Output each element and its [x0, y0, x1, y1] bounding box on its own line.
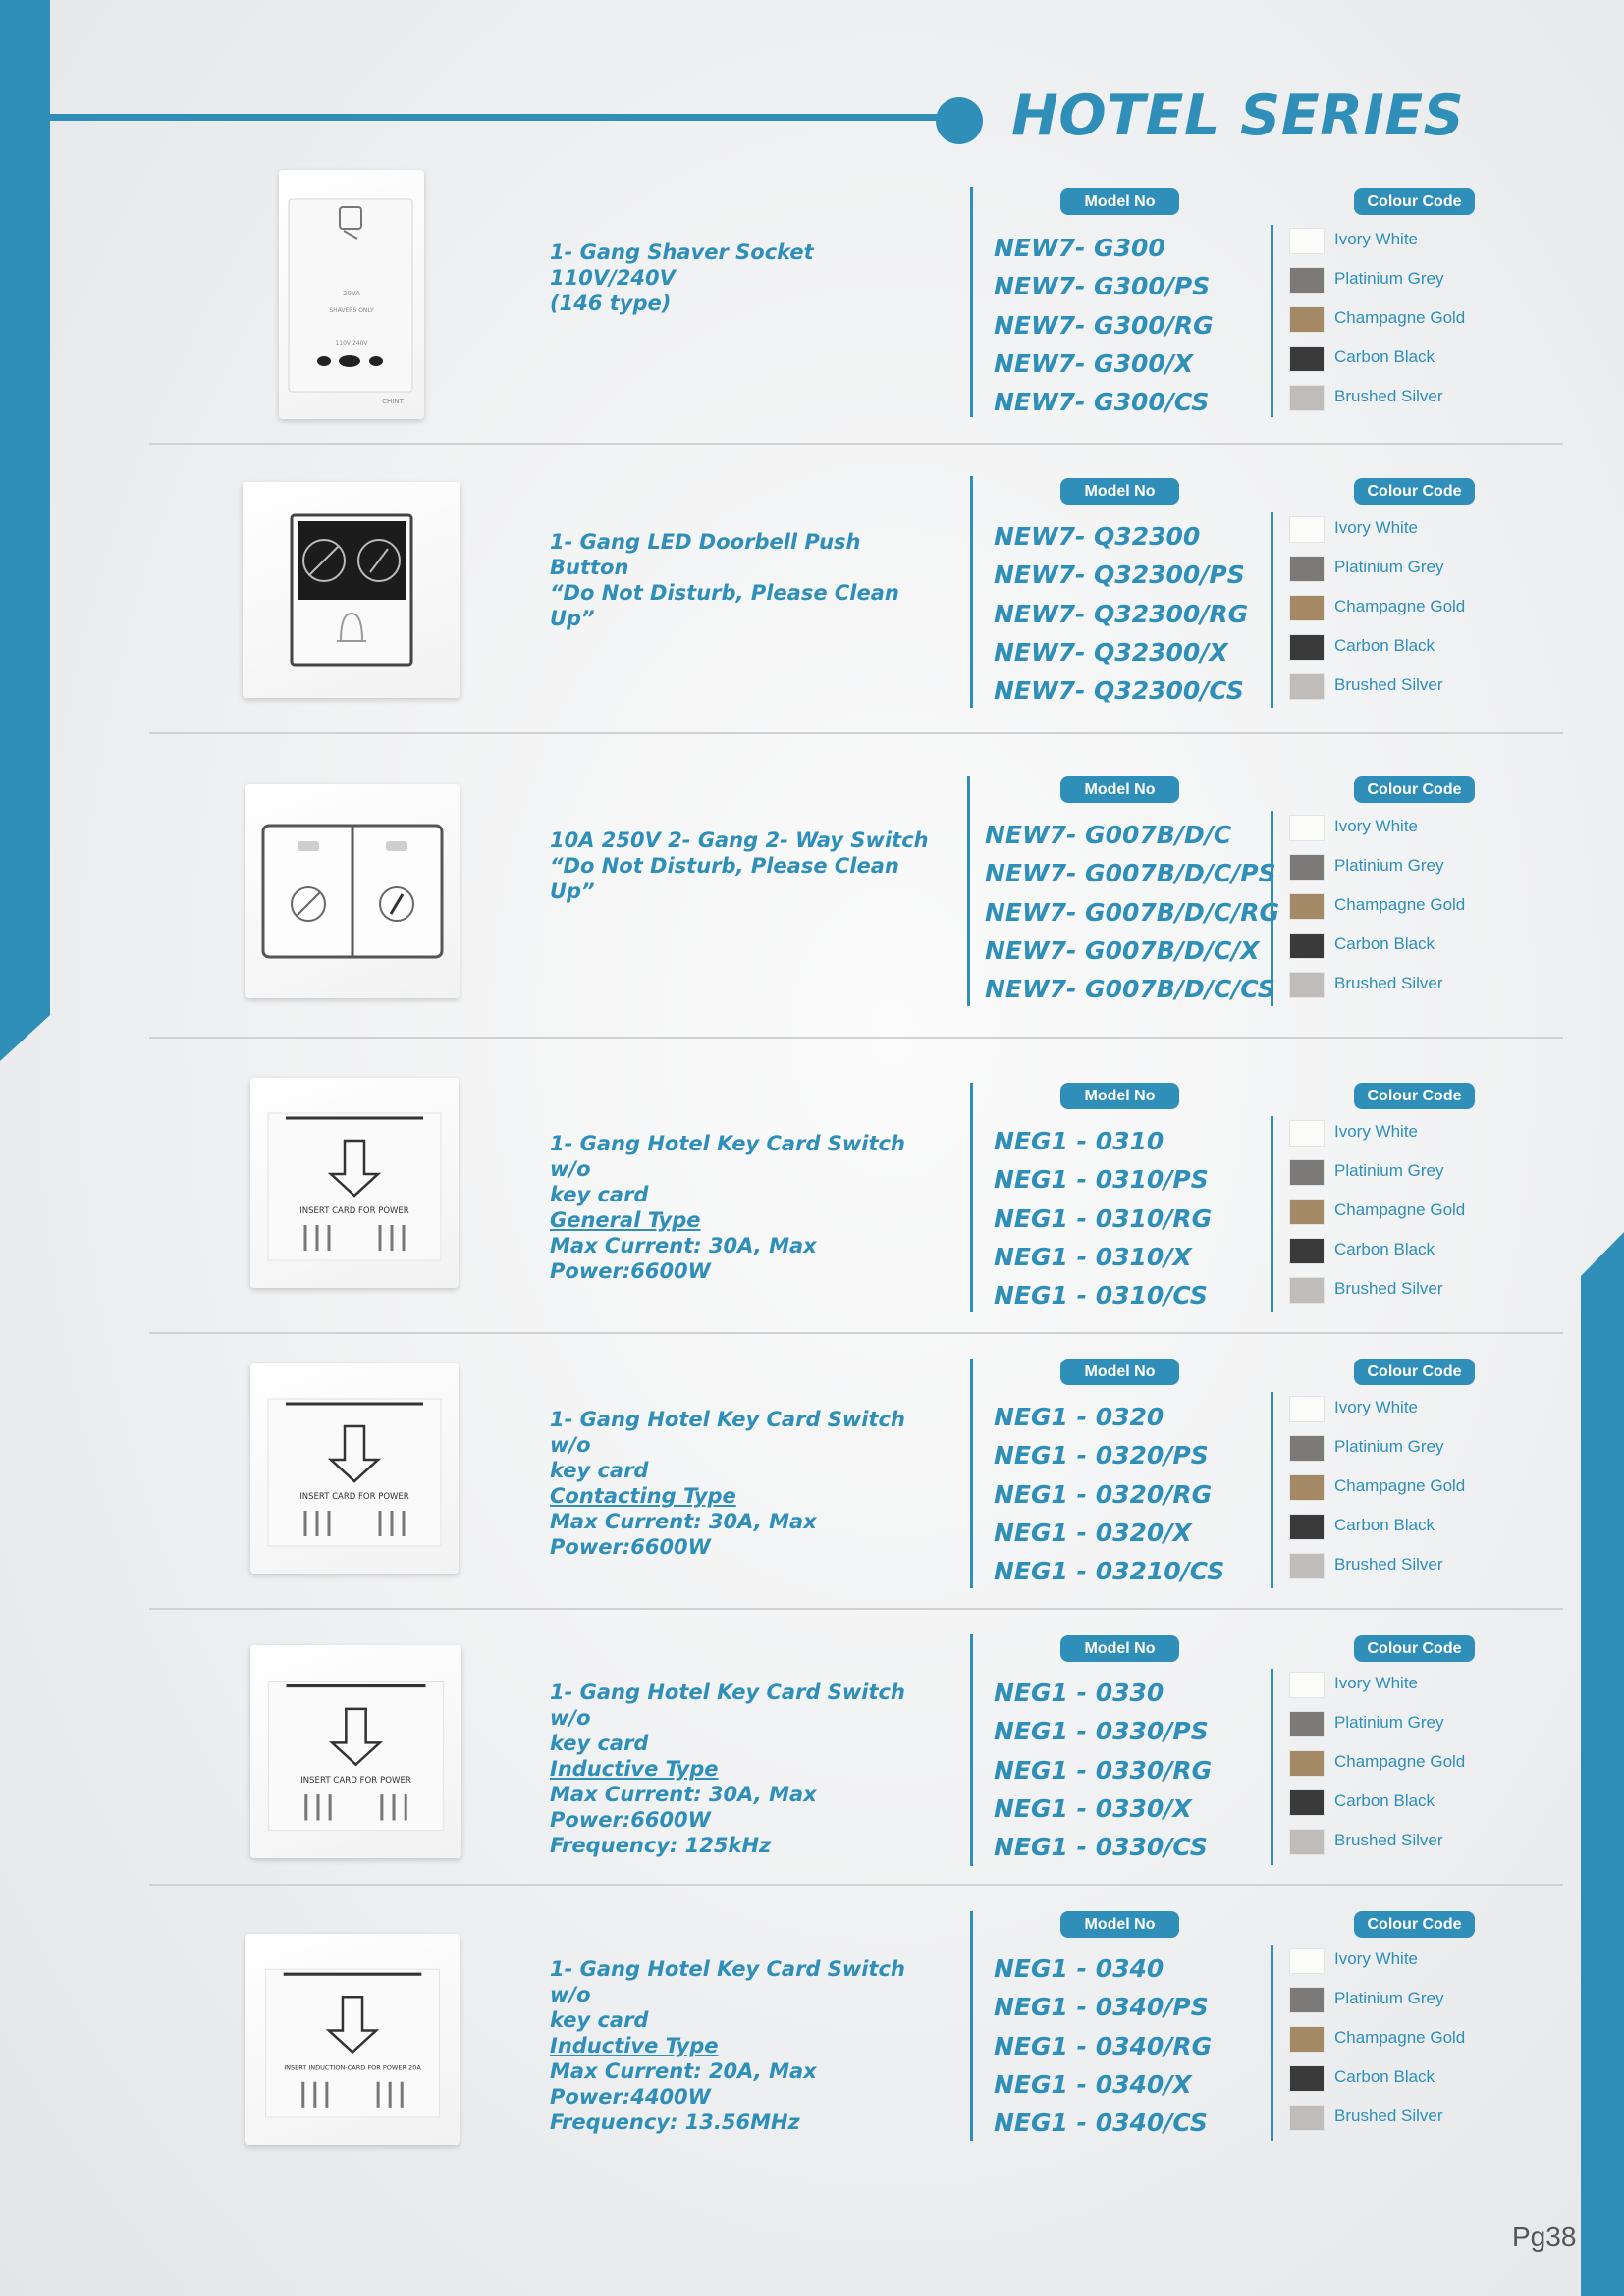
colour-code-label: Colour Code: [1354, 1083, 1475, 1109]
divider-line: [1271, 512, 1273, 708]
section-divider: [149, 732, 1563, 734]
colour-name: Carbon Black: [1334, 1791, 1435, 1810]
colour-name: Carbon Black: [1334, 1516, 1435, 1534]
colour-name: Ivory White: [1334, 1122, 1419, 1141]
model-list: [994, 517, 1248, 710]
switch-type: Inductive Type: [550, 2034, 719, 2057]
product-description: [550, 240, 943, 316]
divider-line: [1271, 1945, 1273, 2141]
colour-swatch-platinium-grey: [1289, 854, 1325, 881]
colour-swatch-carbon-black: [1289, 1789, 1325, 1816]
model-number: NEG1 - 0340/X: [994, 2069, 1192, 2099]
divider-line: [970, 187, 973, 417]
model-number: NEW7- Q32300/X: [994, 637, 1228, 667]
colour-swatch-carbon-black: [1289, 2065, 1325, 2092]
description-line: 1- Gang LED Doorbell Push Button: [550, 530, 861, 579]
spec-line: Frequency: 125kHz: [550, 1834, 772, 1857]
model-list: [994, 1122, 1212, 1314]
colour-code-label: Colour Code: [1354, 1911, 1475, 1938]
switch-type: General Type: [550, 1208, 701, 1232]
colour-name: Brushed Silver: [1334, 2107, 1443, 2125]
spec-line: Max Current: 30A, Max Power:6600W: [550, 1234, 817, 1283]
description-line: 1- Gang Shaver Socket 110V/240V: [550, 240, 814, 290]
divider-line: [1271, 1392, 1273, 1588]
colour-name: Platinium Grey: [1334, 1161, 1444, 1180]
colour-swatch-ivory-white: [1289, 228, 1325, 254]
product-image-key-card-switch: [250, 1645, 461, 1858]
colour-name: Champagne Gold: [1334, 1476, 1466, 1495]
model-list: [985, 816, 1279, 1008]
model-number: NEW7- G300: [994, 234, 1165, 262]
model-number: NEW7- G007B/D/C/PS: [985, 859, 1276, 888]
spec-line: Max Current: 30A, Max Power:6600W: [550, 1783, 817, 1832]
section-divider: [149, 443, 1563, 445]
model-list: [994, 1398, 1224, 1590]
section-divider: [149, 1037, 1563, 1039]
colour-swatch-platinium-grey: [1289, 1711, 1325, 1737]
spec-line: Max Current: 20A, Max Power:4400W: [550, 2059, 817, 2109]
page-number: Pg38: [1512, 2221, 1577, 2252]
section-divider: [149, 1608, 1563, 1610]
thumb-card-text: INSERT CARD FOR POWER: [299, 1206, 409, 1216]
model-number: NEW7- G007B/D/C/RG: [985, 897, 1280, 927]
colour-name: Champagne Gold: [1334, 895, 1466, 914]
colour-swatch-ivory-white: [1289, 1396, 1325, 1422]
colour-name: Brushed Silver: [1334, 1279, 1443, 1298]
colour-swatch-brushed-silver: [1289, 385, 1325, 411]
section-divider: [149, 1884, 1563, 1886]
colour-swatch-champagne-gold: [1289, 2026, 1325, 2053]
product-image-key-card-switch: [250, 1363, 459, 1574]
thumb-card-text: INSERT INDUCTION-CARD FOR POWER 20A: [284, 2063, 421, 2072]
colour-name: Champagne Gold: [1334, 2028, 1466, 2047]
description-line: key card: [550, 1732, 649, 1755]
description-line: (146 type): [550, 292, 672, 315]
model-no-label: Model No: [1060, 776, 1179, 803]
description-line: 1- Gang Hotel Key Card Switch w/o: [550, 1408, 905, 1457]
colour-code-label: Colour Code: [1354, 1359, 1475, 1385]
model-number: NEG1 - 0310/PS: [994, 1165, 1209, 1195]
product-image-key-card-switch: [245, 1934, 460, 2145]
model-list: [994, 1674, 1212, 1866]
model-no-label: Model No: [1060, 1635, 1179, 1662]
divider-line: [970, 1911, 973, 2141]
colour-swatch-brushed-silver: [1289, 2105, 1325, 2131]
key-card-switch-illustration: [250, 1078, 459, 1288]
model-no-label: Model No: [1060, 188, 1179, 215]
colour-name: Ivory White: [1334, 230, 1419, 248]
colour-name: Carbon Black: [1334, 934, 1435, 953]
model-number: NEG1 - 0340/RG: [994, 2031, 1213, 2060]
colour-name: Champagne Gold: [1334, 308, 1466, 327]
model-no-label: Model No: [1060, 1911, 1179, 1938]
colour-code-label: Colour Code: [1354, 776, 1475, 803]
model-number: NEG1 - 0320/PS: [994, 1441, 1209, 1470]
key-card-switch-illustration: [250, 1363, 459, 1574]
model-list: [994, 1949, 1212, 2142]
colour-name: Ivory White: [1334, 1674, 1419, 1692]
thumb-card-text: INSERT CARD FOR POWER: [300, 1775, 411, 1786]
colour-swatch-champagne-gold: [1289, 1474, 1325, 1501]
model-number: NEW7- Q32300/PS: [994, 561, 1245, 590]
divider-line: [970, 1359, 973, 1588]
colour-name: Ivory White: [1334, 1398, 1419, 1416]
key-card-switch-illustration: [250, 1645, 461, 1858]
model-number: NEG1 - 0320/RG: [994, 1479, 1213, 1509]
thumb-text-rating: 20VA: [342, 290, 361, 297]
divider-line: [970, 1634, 973, 1866]
colour-swatch-brushed-silver: [1289, 1553, 1325, 1579]
description-line: key card: [550, 2008, 649, 2032]
colour-swatch-ivory-white: [1289, 1120, 1325, 1147]
divider-line: [970, 476, 973, 708]
colour-name: Brushed Silver: [1334, 974, 1443, 992]
product-description: [550, 1131, 943, 1284]
colour-swatch-champagne-gold: [1289, 595, 1325, 621]
colour-swatch-carbon-black: [1289, 346, 1325, 372]
switch-type: Contacting Type: [550, 1484, 736, 1508]
divider-line: [1271, 1669, 1273, 1865]
brand-logo-text: CHINT: [382, 398, 404, 405]
colour-swatch-champagne-gold: [1289, 1750, 1325, 1777]
colour-name: Ivory White: [1334, 1949, 1419, 1968]
colour-swatch-platinium-grey: [1289, 556, 1325, 582]
product-image-two-gang-switch: [245, 784, 460, 998]
colour-swatch-brushed-silver: [1289, 1829, 1325, 1855]
model-number: NEG1 - 0330/RG: [994, 1755, 1213, 1785]
model-number: NEG1 - 0340: [994, 1954, 1164, 1983]
colour-swatch-champagne-gold: [1289, 1199, 1325, 1225]
colour-name: Brushed Silver: [1334, 675, 1443, 694]
model-number: NEW7- Q32300/RG: [994, 599, 1249, 628]
two-gang-switch-illustration: [245, 784, 460, 998]
description-line: 1- Gang Hotel Key Card Switch w/o: [550, 1132, 905, 1181]
description-line: key card: [550, 1459, 649, 1482]
divider-line: [967, 776, 970, 1006]
divider-line: [970, 1083, 973, 1312]
colour-code-label: Colour Code: [1354, 188, 1475, 215]
right-accent-bar: [1581, 1232, 1624, 2296]
model-no-label: Model No: [1060, 1359, 1179, 1385]
colour-swatch-brushed-silver: [1289, 972, 1325, 998]
model-number: NEG1 - 03210/CS: [994, 1557, 1225, 1586]
colour-swatch-ivory-white: [1289, 1948, 1325, 1974]
description-line: key card: [550, 1183, 649, 1206]
doorbell-illustration: [243, 482, 460, 698]
colour-name: Platinium Grey: [1334, 558, 1444, 576]
divider-line: [1271, 225, 1273, 417]
model-number: NEW7- G300/PS: [994, 272, 1211, 301]
colour-name: Carbon Black: [1334, 1240, 1435, 1258]
model-number: NEW7- G300/CS: [994, 388, 1210, 417]
model-number: NEG1 - 0310/CS: [994, 1281, 1208, 1310]
description-line: 10A 250V 2- Gang 2- Way Switch: [550, 828, 929, 852]
colour-name: Carbon Black: [1334, 2067, 1435, 2086]
colour-code-label: Colour Code: [1354, 1635, 1475, 1662]
colour-swatch-champagne-gold: [1289, 306, 1325, 333]
colour-name: Carbon Black: [1334, 347, 1435, 366]
colour-name: Champagne Gold: [1334, 597, 1466, 615]
model-number: NEW7- G007B/D/C/X: [985, 935, 1260, 965]
description-line: “Do Not Disturb, Please Clean Up”: [550, 581, 899, 630]
page-title: HOTEL SERIES: [1011, 83, 1465, 148]
header-dot: [936, 97, 983, 144]
colour-name: Platinium Grey: [1334, 269, 1444, 288]
header-rule: [50, 114, 944, 121]
colour-name: Platinium Grey: [1334, 1713, 1444, 1732]
colour-name: Champagne Gold: [1334, 1201, 1466, 1219]
thumb-card-text: INSERT CARD FOR POWER: [299, 1492, 409, 1502]
description-line: 1- Gang Hotel Key Card Switch w/o: [550, 1957, 905, 2006]
model-number: NEW7- Q32300/CS: [994, 676, 1244, 706]
switch-type: Inductive Type: [550, 1757, 719, 1781]
model-number: NEG1 - 0330/CS: [994, 1833, 1208, 1862]
colour-swatch-ivory-white: [1289, 815, 1325, 841]
colour-name: Brushed Silver: [1334, 1831, 1443, 1849]
model-number: NEW7- G300/RG: [994, 310, 1214, 340]
model-number: NEW7- Q32300: [994, 522, 1201, 551]
model-list: [994, 229, 1214, 421]
model-number: NEG1 - 0330: [994, 1679, 1164, 1707]
model-number: NEG1 - 0320/X: [994, 1518, 1192, 1547]
colour-swatch-platinium-grey: [1289, 1159, 1325, 1186]
colour-name: Ivory White: [1334, 817, 1419, 835]
product-description: [550, 1407, 943, 1560]
colour-swatch-champagne-gold: [1289, 893, 1325, 920]
product-image-key-card-switch: [250, 1078, 459, 1288]
colour-name: Champagne Gold: [1334, 1752, 1466, 1771]
divider-line: [1271, 1116, 1273, 1312]
colour-swatch-brushed-silver: [1289, 673, 1325, 700]
colour-name: Carbon Black: [1334, 636, 1435, 655]
key-card-switch-illustration: [245, 1934, 460, 2145]
left-accent-bar: [0, 0, 50, 1061]
description-line: “Do Not Disturb, Please Clean Up”: [550, 854, 899, 903]
product-description: [550, 1956, 943, 2135]
colour-swatch-brushed-silver: [1289, 1277, 1325, 1304]
colour-name: Platinium Grey: [1334, 856, 1444, 875]
spec-line: Max Current: 30A, Max Power:6600W: [550, 1510, 817, 1559]
colour-name: Platinium Grey: [1334, 1989, 1444, 2007]
colour-swatch-carbon-black: [1289, 933, 1325, 959]
colour-swatch-platinium-grey: [1289, 1435, 1325, 1462]
model-number: NEG1 - 0330/X: [994, 1793, 1192, 1823]
colour-swatch-carbon-black: [1289, 634, 1325, 661]
model-number: NEW7- G007B/D/C: [985, 821, 1232, 849]
model-number: NEG1 - 0330/PS: [994, 1717, 1209, 1746]
colour-swatch-platinium-grey: [1289, 267, 1325, 294]
thumb-text-shavers: SHAVERS ONLY: [329, 307, 374, 314]
section-divider: [149, 1332, 1563, 1334]
product-description: [550, 828, 943, 904]
colour-code-label: Colour Code: [1354, 478, 1475, 505]
model-number: NEG1 - 0310: [994, 1127, 1164, 1155]
model-no-label: Model No: [1060, 1083, 1179, 1109]
model-number: NEG1 - 0320: [994, 1403, 1164, 1431]
thumb-text-voltage: 110V 240V: [335, 340, 368, 347]
model-number: NEW7- G300/X: [994, 348, 1194, 378]
model-number: NEW7- G007B/D/C/CS: [985, 975, 1275, 1004]
model-number: NEG1 - 0310/RG: [994, 1203, 1213, 1233]
product-description: [550, 1680, 943, 1858]
colour-swatch-carbon-black: [1289, 1238, 1325, 1264]
product-image-shaver-socket: [279, 170, 424, 419]
colour-swatch-ivory-white: [1289, 516, 1325, 543]
model-no-label: Model No: [1060, 478, 1179, 505]
model-number: NEG1 - 0340/CS: [994, 2109, 1208, 2138]
colour-name: Ivory White: [1334, 518, 1419, 537]
product-image-doorbell: [243, 482, 460, 698]
colour-swatch-ivory-white: [1289, 1672, 1325, 1698]
spec-line: Frequency: 13.56MHz: [550, 2110, 800, 2134]
model-number: NEG1 - 0340/PS: [994, 1993, 1209, 2022]
model-number: NEG1 - 0310/X: [994, 1242, 1192, 1271]
product-description: [550, 529, 943, 631]
colour-name: Platinium Grey: [1334, 1437, 1444, 1456]
colour-name: Brushed Silver: [1334, 1555, 1443, 1574]
shaver-socket-illustration: [279, 170, 424, 419]
colour-name: Brushed Silver: [1334, 387, 1443, 405]
description-line: 1- Gang Hotel Key Card Switch w/o: [550, 1681, 905, 1730]
colour-swatch-platinium-grey: [1289, 1987, 1325, 2013]
colour-swatch-carbon-black: [1289, 1514, 1325, 1540]
